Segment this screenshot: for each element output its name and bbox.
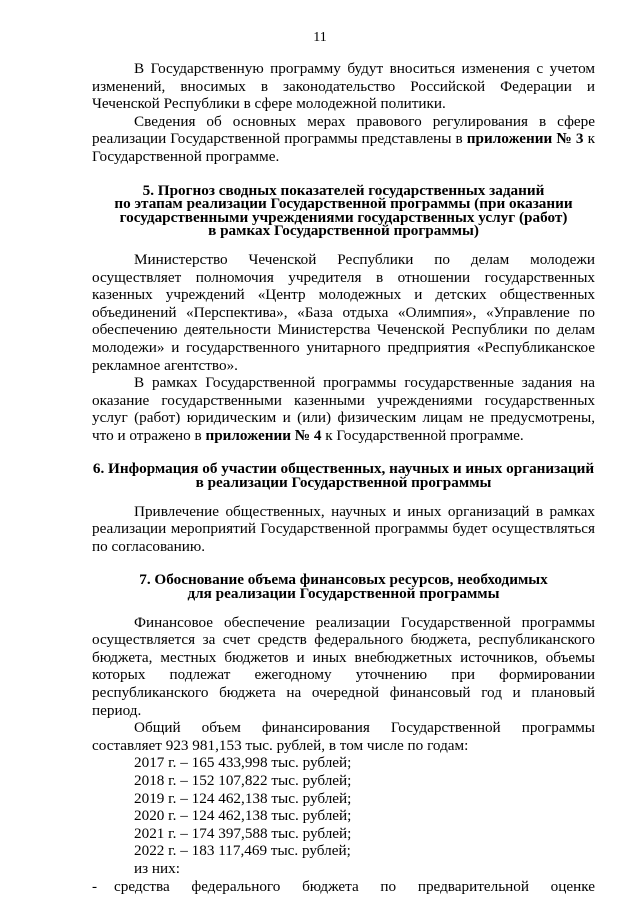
heading-line: 6. Информация об участии общественных, научных и иных организаций	[92, 460, 595, 478]
heading-line: для реализации Государственной программы	[187, 585, 500, 603]
list-item: 2020 г. – 124 462,138 тыс. рублей;	[134, 807, 352, 825]
section-5-heading	[92, 181, 595, 240]
text-run: В рамках Государственной программы государственные задания на оказание государственными казенными учреждениями государственных услуг (работ) юридическим и (или) физическим лицам не предусмотрены, что и отражено в	[92, 374, 595, 444]
section-7-paragraph-2: Общий объем финансирования Государственной программы составляет 923 981,153 тыс. рублей, в том числе по годам:	[92, 719, 595, 754]
spacer	[92, 601, 595, 614]
paragraph-legal-measures	[92, 113, 595, 166]
section-7-paragraph-1: Финансовое обеспечение реализации Государственной программы осуществляется за счет средств федерального бюджета, республиканского бюджета, местных бюджетов и иных внебюджетных источников, объемы которых подлежат ежегодному уточнению при формировании республиканского бюджета на очередной финансовый год и плановый период.	[92, 613, 595, 719]
list-item: 2017 г. – 165 433,998 тыс. рублей;	[134, 754, 352, 772]
spacer	[92, 166, 595, 184]
text-run: к Государственной программе.	[92, 130, 595, 165]
heading-line: по этапам реализации Государственной программы (при оказании	[114, 195, 573, 213]
appendix-3-reference: приложении № 3	[466, 130, 584, 148]
section-5-paragraph-1: Министерство Чеченской Республики по делам молодежи осуществляет полномочия учредителя в отношении государственных казенных учреждений «Центр молодежных и детских общественных объединений «Перспектива», «База отдыха «Олимпия», «Управление по обеспечению деятельности Министерства Чеченской Республики по делам молодежи» и государственного унитарного предприятия «Республиканское рекламное агентство».	[92, 250, 595, 374]
dash-item-text: средства федерального бюджета по предварительной оценке	[114, 877, 595, 895]
section-6-paragraph-1: Привлечение общественных, научных и иных организаций в рамках реализации мероприятий Государственной программы будет осуществляться по согласованию.	[92, 502, 595, 555]
section-7-heading	[92, 571, 595, 603]
section-6-heading	[92, 460, 595, 492]
heading-line: 7. Обоснование объема финансовых ресурсов, необходимых	[139, 571, 548, 589]
appendix-4-reference: приложении № 4	[205, 426, 322, 444]
dash-marker: -	[92, 877, 98, 895]
dash-list-item	[92, 878, 595, 896]
list-item: 2019 г. – 124 462,138 тыс. рублей;	[134, 789, 352, 807]
spacer	[92, 490, 595, 503]
heading-line: в реализации Государственной программы	[195, 474, 492, 492]
text-run: к Государственной программе.	[321, 426, 524, 444]
funding-by-year-list	[92, 754, 595, 877]
heading-line: государственными учреждениями государственных услуг (работ)	[119, 208, 568, 226]
of-them-label: из них:	[134, 859, 180, 877]
page-content	[92, 60, 595, 895]
list-item: 2021 г. – 174 397,588 тыс. рублей;	[134, 824, 352, 842]
paragraph-amendments: В Государственную программу будут вноситься изменения с учетом изменений, вносимых в законодательство Российской Федерации и Чеченской Республики в сфере молодежной политики.	[92, 60, 595, 113]
list-item: 2022 г. – 183 117,469 тыс. рублей;	[134, 842, 351, 860]
page-number: 11	[313, 30, 327, 45]
spacer	[92, 238, 595, 251]
heading-line: 5. Прогноз сводных показателей государственных заданий	[142, 181, 545, 199]
list-item: 2018 г. – 152 107,822 тыс. рублей;	[134, 771, 352, 789]
heading-line: в рамках Государственной программы)	[208, 222, 479, 240]
text-run: Сведения об основных мерах правового регулирования в сфере реализации Государственной программы представлены в	[92, 112, 595, 148]
section-5-paragraph-2	[92, 374, 595, 444]
